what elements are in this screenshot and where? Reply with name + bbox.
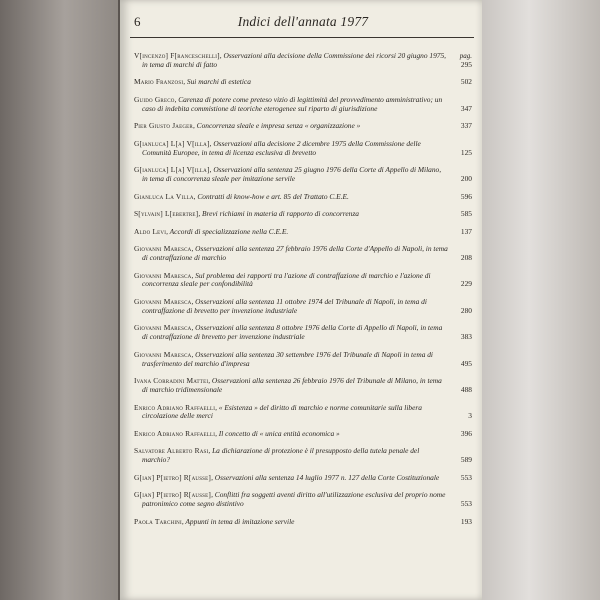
index-page bbox=[120, 0, 482, 600]
entry-author: Salvatore Alberto Rasi bbox=[134, 446, 209, 456]
entry-page-number: 295 bbox=[460, 59, 472, 69]
index-entry bbox=[134, 474, 472, 483]
entry-author: G[ianluca] L[a] V[illa] bbox=[134, 165, 210, 175]
entry-title: , Osservazioni alla decisione della Commissione dei ricorsi 20 giugno 1975, in tema di marchi di fatto bbox=[142, 51, 447, 69]
entry-page-number: 585 bbox=[460, 209, 472, 219]
index-entry bbox=[134, 193, 472, 202]
background-right-surface bbox=[482, 0, 600, 600]
index-entry bbox=[134, 78, 472, 87]
entry-title: , Osservazioni alla sentenza 8 ottobre 1976 della Corte di Appello di Napoli, in tema di contraffazione di brevetto per invenzione industriale bbox=[142, 323, 443, 342]
entry-author: Guido Greco bbox=[134, 94, 175, 104]
index-entry bbox=[134, 377, 472, 395]
entry-author: Enrico Adriano Raffaelli bbox=[134, 428, 216, 438]
index-entry bbox=[134, 298, 472, 316]
entry-author: Paola Tarchini bbox=[134, 516, 182, 526]
entry-page-number: 229 bbox=[460, 279, 472, 289]
entry-author: V[incenzo] F[ranceschelli] bbox=[134, 51, 220, 60]
entry-page-number: 495 bbox=[460, 358, 472, 368]
pag-label: pag. bbox=[459, 52, 472, 60]
entry-author: Giovanni Maresca bbox=[134, 244, 192, 254]
header-rule bbox=[130, 37, 474, 38]
entry-title: , Brevi richiami in materia di rapporto di concorrenza bbox=[198, 209, 359, 219]
entry-page-number: 589 bbox=[460, 455, 472, 465]
entry-title: , « Esistenza » del diritto di marchio e norme comunitarie sulla libera circolazione delle merci bbox=[142, 402, 422, 421]
entry-page-number: 502 bbox=[460, 77, 472, 87]
entry-author: Gianluca La Villa bbox=[134, 191, 194, 201]
page-number: 6 bbox=[134, 14, 141, 29]
entry-page-number: 553 bbox=[460, 472, 472, 482]
entry-page-number: 337 bbox=[460, 121, 472, 131]
entry-author: Giovanni Maresca bbox=[134, 296, 192, 306]
entry-title: , Sul problema dei rapporti tra l'azione di contraffazione di marchio e l'azione di concorrenza sleale per confondibilità bbox=[142, 270, 431, 289]
entry-title: , Conflitti fra soggetti aventi diritto all'utilizzazione esclusiva del proprio nome patronimico come segno distintivo bbox=[142, 490, 446, 509]
entry-page-number: 347 bbox=[460, 103, 472, 113]
index-entry bbox=[134, 272, 472, 290]
entry-author: Enrico Adriano Raffaelli bbox=[134, 402, 216, 412]
entry-title: , Osservazioni alla sentenza 30 settembre 1976 del Tribunale di Napoli in tema di trasferimento del marchio d'impresa bbox=[142, 349, 433, 368]
entry-title: , Carenza di potere come preteso vizio di legittimità del provvedimento amministrativo; un caso di indebita commistione di teoriche eterogenee sul riparto di giurisdizione bbox=[142, 94, 443, 113]
entry-page-number: 200 bbox=[460, 174, 472, 184]
index-entry bbox=[134, 96, 472, 114]
header-title: Indici dell'annata 1977 bbox=[237, 14, 369, 29]
index-entry bbox=[134, 447, 472, 465]
entry-page-number: 596 bbox=[460, 191, 472, 201]
background-left-page bbox=[0, 0, 118, 600]
entry-title: , Osservazioni alla sentenza 25 giugno 1976 della Corte di Appello di Milano, in tema di concorrenza sleale per imitazione servile bbox=[142, 165, 442, 184]
entry-author: G[ian] P[ietro] R[ausse] bbox=[134, 490, 212, 500]
index-entries bbox=[134, 52, 472, 535]
entry-title: , Appunti in tema di imitazione servile bbox=[181, 516, 295, 526]
entry-author: Giovanni Maresca bbox=[134, 270, 192, 280]
index-entry bbox=[134, 52, 472, 70]
entry-author: Giovanni Maresca bbox=[134, 323, 192, 333]
index-entry bbox=[134, 140, 472, 158]
entry-title: , Osservazioni alla sentenza 11 ottobre 1974 del Tribunale di Napoli, in tema di contraffazione di brevetto per invenzione industriale bbox=[142, 296, 427, 315]
entry-page-number: 125 bbox=[460, 147, 472, 157]
index-entry bbox=[134, 228, 472, 237]
entry-title: , Osservazioni alla sentenza 14 luglio 1977 n. 127 della Corte Costituzionale bbox=[211, 472, 440, 482]
entry-author: G[ian] P[ietro] R[ausse] bbox=[134, 472, 212, 482]
entry-page-number: 137 bbox=[460, 226, 472, 236]
entry-title: , Contratti di know-how e art. 85 del Trattato C.E.E. bbox=[193, 191, 349, 201]
index-entry bbox=[134, 491, 472, 509]
index-entry bbox=[134, 245, 472, 263]
entry-author: Mario Franzosi bbox=[134, 77, 184, 87]
entry-page-number: 280 bbox=[460, 305, 472, 315]
index-entry bbox=[134, 324, 472, 342]
entry-author: Giovanni Maresca bbox=[134, 349, 192, 359]
entry-page-number: 3 bbox=[468, 411, 472, 421]
index-entry bbox=[134, 404, 472, 422]
entry-title: , La dichiarazione di protezione è il presupposto della tutela penale del marchio? bbox=[142, 446, 420, 465]
entry-page-number: 488 bbox=[460, 385, 472, 395]
entry-page-number: 193 bbox=[460, 516, 472, 526]
index-entry bbox=[134, 518, 472, 527]
entry-title: , Osservazioni alla sentenza 27 febbraio 1976 della Corte d'Appello di Napoli, in tema di contraffazione di marchio bbox=[142, 244, 448, 263]
entry-title: , Sui marchi di estetica bbox=[183, 77, 251, 87]
entry-author: Pier Giusto Jaeger bbox=[134, 121, 193, 131]
entry-title: , Concorrenza sleale e impresa senza « organizzazione » bbox=[192, 121, 361, 131]
entry-title: , Osservazioni alla decisione 2 dicembre 1975 della Commissione delle Comunità Europee, in tema di licenza esclusiva di brevetto bbox=[142, 138, 421, 157]
entry-title: , Accordi di specializzazione nella C.E.E. bbox=[166, 226, 289, 236]
entry-title: , Osservazioni alla sentenza 26 febbraio 1976 del Tribunale di Milano, in tema di marchio tridimensionale bbox=[142, 376, 442, 395]
index-entry bbox=[134, 166, 472, 184]
entry-author: S[ylvain] L[ebertre] bbox=[134, 209, 199, 219]
entry-author: Ivana Corradini Mattei bbox=[134, 376, 209, 386]
running-head bbox=[134, 14, 472, 34]
index-entry bbox=[134, 351, 472, 369]
index-entry bbox=[134, 122, 472, 131]
index-entry bbox=[134, 210, 472, 219]
entry-author: Aldo Levi bbox=[134, 226, 167, 236]
entry-page-number: 383 bbox=[460, 332, 472, 342]
entry-title: , Il concetto di « unica entità economica » bbox=[215, 428, 340, 438]
entry-page-number: 208 bbox=[460, 253, 472, 263]
entry-page-number: 396 bbox=[460, 428, 472, 438]
index-entry bbox=[134, 430, 472, 439]
entry-page-number: 553 bbox=[460, 499, 472, 509]
entry-author: G[ianluca] L[a] V[illa] bbox=[134, 138, 210, 148]
